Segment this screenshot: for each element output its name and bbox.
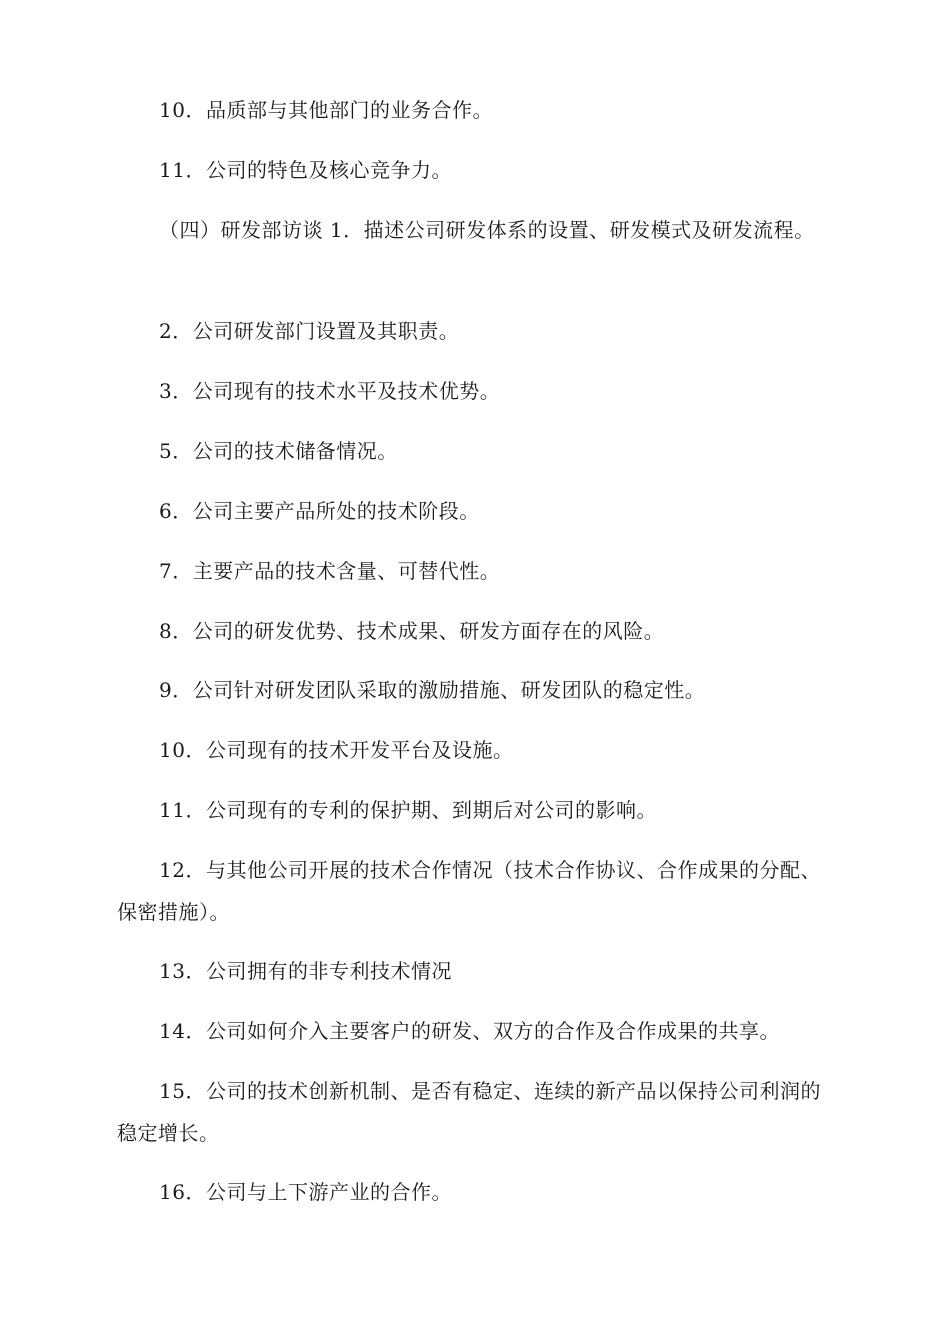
paragraph: 6．公司主要产品所处的技术阶段。 <box>159 499 480 523</box>
paragraph: 5．公司的技术储备情况。 <box>159 439 398 463</box>
paragraph: 10．品质部与其他部门的业务合作。 <box>159 98 493 122</box>
paragraph: 11．公司现有的专利的保护期、到期后对公司的影响。 <box>159 798 657 822</box>
paragraph: 13．公司拥有的非专利技术情况 <box>159 959 452 983</box>
paragraph: 14．公司如何介入主要客户的研发、双方的合作及合作成果的共享。 <box>159 1019 780 1043</box>
paragraph: 16．公司与上下游产业的合作。 <box>159 1180 452 1204</box>
paragraph: 2．公司研发部门设置及其职责。 <box>159 319 460 343</box>
paragraph: 10．公司现有的技术开发平台及设施。 <box>159 738 514 762</box>
paragraph: 3．公司现有的技术水平及技术优势。 <box>159 379 501 403</box>
paragraph: 11．公司的特色及核心竞争力。 <box>159 158 452 182</box>
paragraph: 8．公司的研发优势、技术成果、研发方面存在的风险。 <box>159 619 665 643</box>
paragraph: 9．公司针对研发团队采取的激励措施、研发团队的稳定性。 <box>159 678 706 702</box>
section-heading-paragraph: （四）研发部访谈 1．描述公司研发体系的设置、研发模式及研发流程。 <box>159 218 815 242</box>
paragraph: 7．主要产品的技术含量、可替代性。 <box>159 559 501 583</box>
paragraph: 12．与其他公司开展的技术合作情况（技术合作协议、合作成果的分配、保密措施）。 <box>117 858 821 924</box>
paragraph: 15．公司的技术创新机制、是否有稳定、连续的新产品以保持公司利润的稳定增长。 <box>117 1079 821 1145</box>
